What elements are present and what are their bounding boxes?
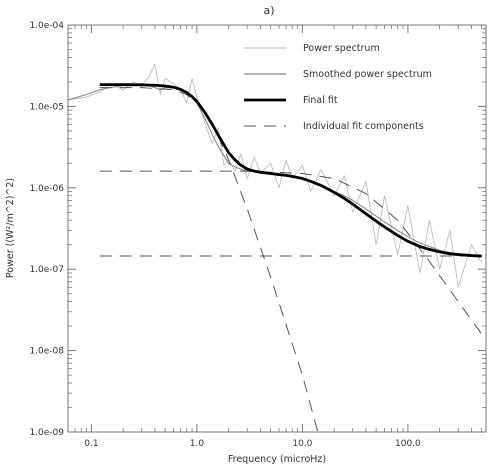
x-tick-label: 100.0: [395, 439, 421, 449]
series-individual-fit-components-2: [100, 171, 482, 334]
y-tick-label: 1.0e-09: [29, 428, 64, 438]
legend-label-smoothed-power-spectrum: Smoothed power spectrum: [303, 69, 432, 80]
y-tick-label: 1.0e-05: [29, 102, 64, 113]
x-tick-label: 1.0: [189, 439, 205, 449]
y-axis-title: Power ((W²/m^2)^2): [5, 177, 16, 279]
legend-label-power-spectrum: Power spectrum: [303, 43, 380, 54]
series-smoothed-power-spectrum: [68, 84, 482, 256]
series-final-fit: [100, 85, 482, 256]
y-tick-label: 1.0e-07: [29, 265, 64, 276]
series-individual-fit-components-1: [100, 88, 318, 432]
plot-series: [68, 64, 482, 432]
y-tick-label: 1.0e-06: [29, 183, 64, 194]
y-tick-label: 1.0e-04: [29, 21, 64, 31]
y-tick-label: 1.0e-08: [29, 346, 64, 357]
y-axis: [29, 21, 486, 438]
chart-title: a): [263, 4, 275, 17]
series-power-spectrum: [68, 64, 482, 287]
x-axis-title: Frequency (microHz): [227, 454, 327, 465]
legend-label-fit-components: Individual fit components: [303, 121, 424, 132]
x-tick-label: 10.0: [292, 439, 313, 449]
legend-label-final-fit: Final fit: [303, 95, 338, 106]
legend: [244, 43, 432, 132]
x-tick-label: 0.1: [84, 439, 99, 449]
x-axis: [75, 25, 482, 449]
